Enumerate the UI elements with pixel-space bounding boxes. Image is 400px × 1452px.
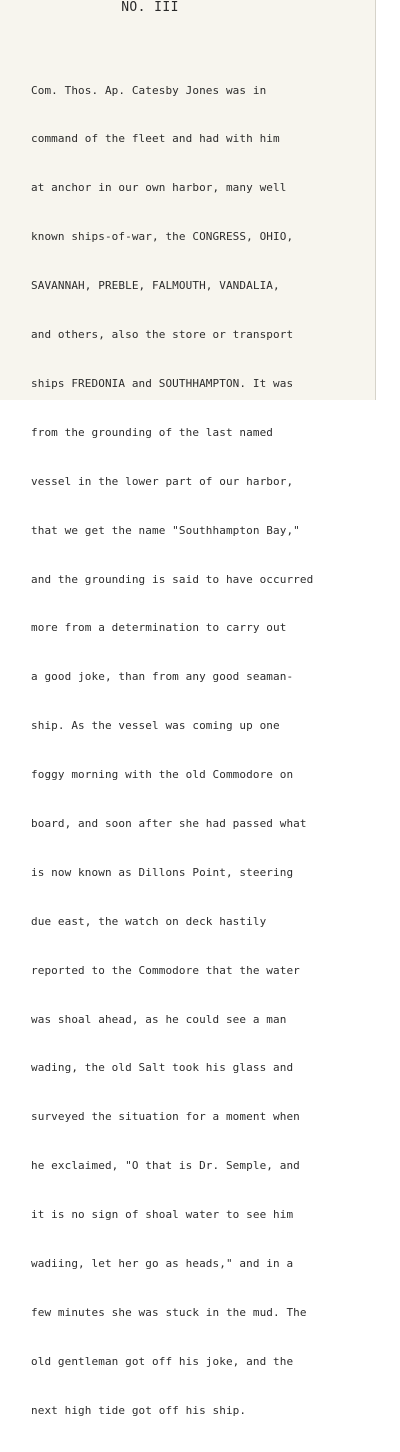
text-line: a good joke, than from any good seaman- xyxy=(31,670,294,684)
text-line: from the grounding of the last named xyxy=(31,425,274,439)
text-line: and others, also the store or transport xyxy=(31,328,294,342)
text-line: more from a determination to carry out xyxy=(31,621,287,635)
text-line: it is no sign of shoal water to see him xyxy=(31,1208,294,1222)
text-line: wading, the old Salt took his glass and xyxy=(31,1061,294,1075)
text-line: surveyed the situation for a moment when xyxy=(31,1110,300,1124)
body-text xyxy=(31,50,313,1452)
text-line: few minutes she was stuck in the mud. The xyxy=(31,1305,307,1319)
page-margin xyxy=(376,0,400,400)
text-line: command of the fleet and had with him xyxy=(31,132,280,146)
text-line: ship. As the vessel was coming up one xyxy=(31,719,280,733)
text-line: wadiing, let her go as heads," and in a xyxy=(31,1256,294,1270)
text-line: due east, the watch on deck hastily xyxy=(31,914,267,928)
text-line: Com. Thos. Ap. Catesby Jones was in xyxy=(31,83,267,97)
text-line: SAVANNAH, PREBLE, FALMOUTH, VANDALIA, xyxy=(31,279,280,293)
text-line: is now known as Dillons Point, steering xyxy=(31,865,294,879)
text-line: he exclaimed, "O that is Dr. Semple, and xyxy=(31,1159,300,1173)
text-line: known ships-of-war, the CONGRESS, OHIO, xyxy=(31,230,294,244)
text-line: board, and soon after she had passed what xyxy=(31,816,307,830)
text-line: ships FREDONIA and SOUTHHAMPTON. It was xyxy=(31,376,294,390)
text-line: next high tide got off his ship. xyxy=(31,1403,247,1417)
text-line: at anchor in our own harbor, many well xyxy=(31,181,287,195)
text-line: foggy morning with the old Commodore on xyxy=(31,768,294,782)
text-line: that we get the name "Southhampton Bay," xyxy=(31,523,300,537)
text-line: reported to the Commodore that the water xyxy=(31,963,300,977)
page-number: NO. III xyxy=(121,0,179,15)
text-line: old gentleman got off his joke, and the xyxy=(31,1354,294,1368)
text-line: and the grounding is said to have occurred xyxy=(31,572,314,586)
text-line: vessel in the lower part of our harbor, xyxy=(31,474,294,488)
text-line: was shoal ahead, as he could see a man xyxy=(31,1012,287,1026)
